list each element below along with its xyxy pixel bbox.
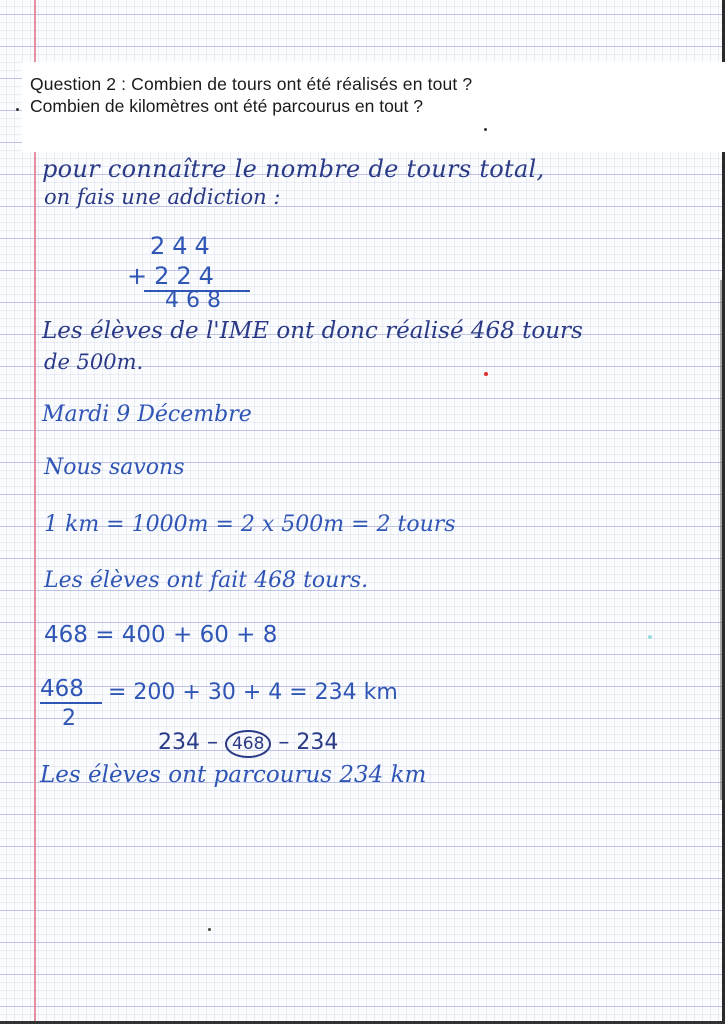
circled-number: 468 <box>225 730 271 758</box>
fraction-numerator: 468 <box>40 676 84 702</box>
result-line-2: de 500m. <box>44 350 144 374</box>
answer-intro-line-2: on fais une addiction : <box>44 185 281 209</box>
ink-speck <box>208 928 211 931</box>
question-line-1: Question 2 : Combien de tours ont été réalisés en tout ? <box>30 74 473 94</box>
division-result: = 200 + 30 + 4 = 234 km <box>108 680 398 705</box>
addition-addend-1: 244 <box>150 232 217 260</box>
check-right: – 234 <box>271 730 339 755</box>
question-line-2: Combien de kilomètres ont été parcourus en tout ? <box>30 96 423 116</box>
ink-speck <box>648 635 652 639</box>
answer-intro-line-1: pour connaître le nombre de tours total, <box>42 155 545 183</box>
ink-speck <box>484 372 488 376</box>
date-heading: Mardi 9 Décembre <box>42 402 252 427</box>
decomposition: 468 = 400 + 60 + 8 <box>44 622 278 648</box>
result-line-1: Les élèves de l'IME ont donc réalisé 468 tours <box>42 318 583 344</box>
fraction-bar <box>40 702 102 704</box>
addition-sum: 468 <box>165 288 228 313</box>
margin-line <box>34 0 36 1024</box>
km-conversion: 1 km = 1000m = 2 x 500m = 2 tours <box>44 512 456 537</box>
ink-speck <box>16 108 19 111</box>
ink-speck <box>484 128 487 131</box>
tours-statement: Les élèves ont fait 468 tours. <box>44 568 369 593</box>
fraction-denominator: 2 <box>62 706 76 731</box>
check-line <box>158 730 338 758</box>
addition-addend-2: +224 <box>127 262 221 290</box>
check-left: 234 – <box>158 730 225 755</box>
nous-savons: Nous savons <box>44 455 185 480</box>
conclusion: Les élèves ont parcourus 234 km <box>40 762 427 788</box>
